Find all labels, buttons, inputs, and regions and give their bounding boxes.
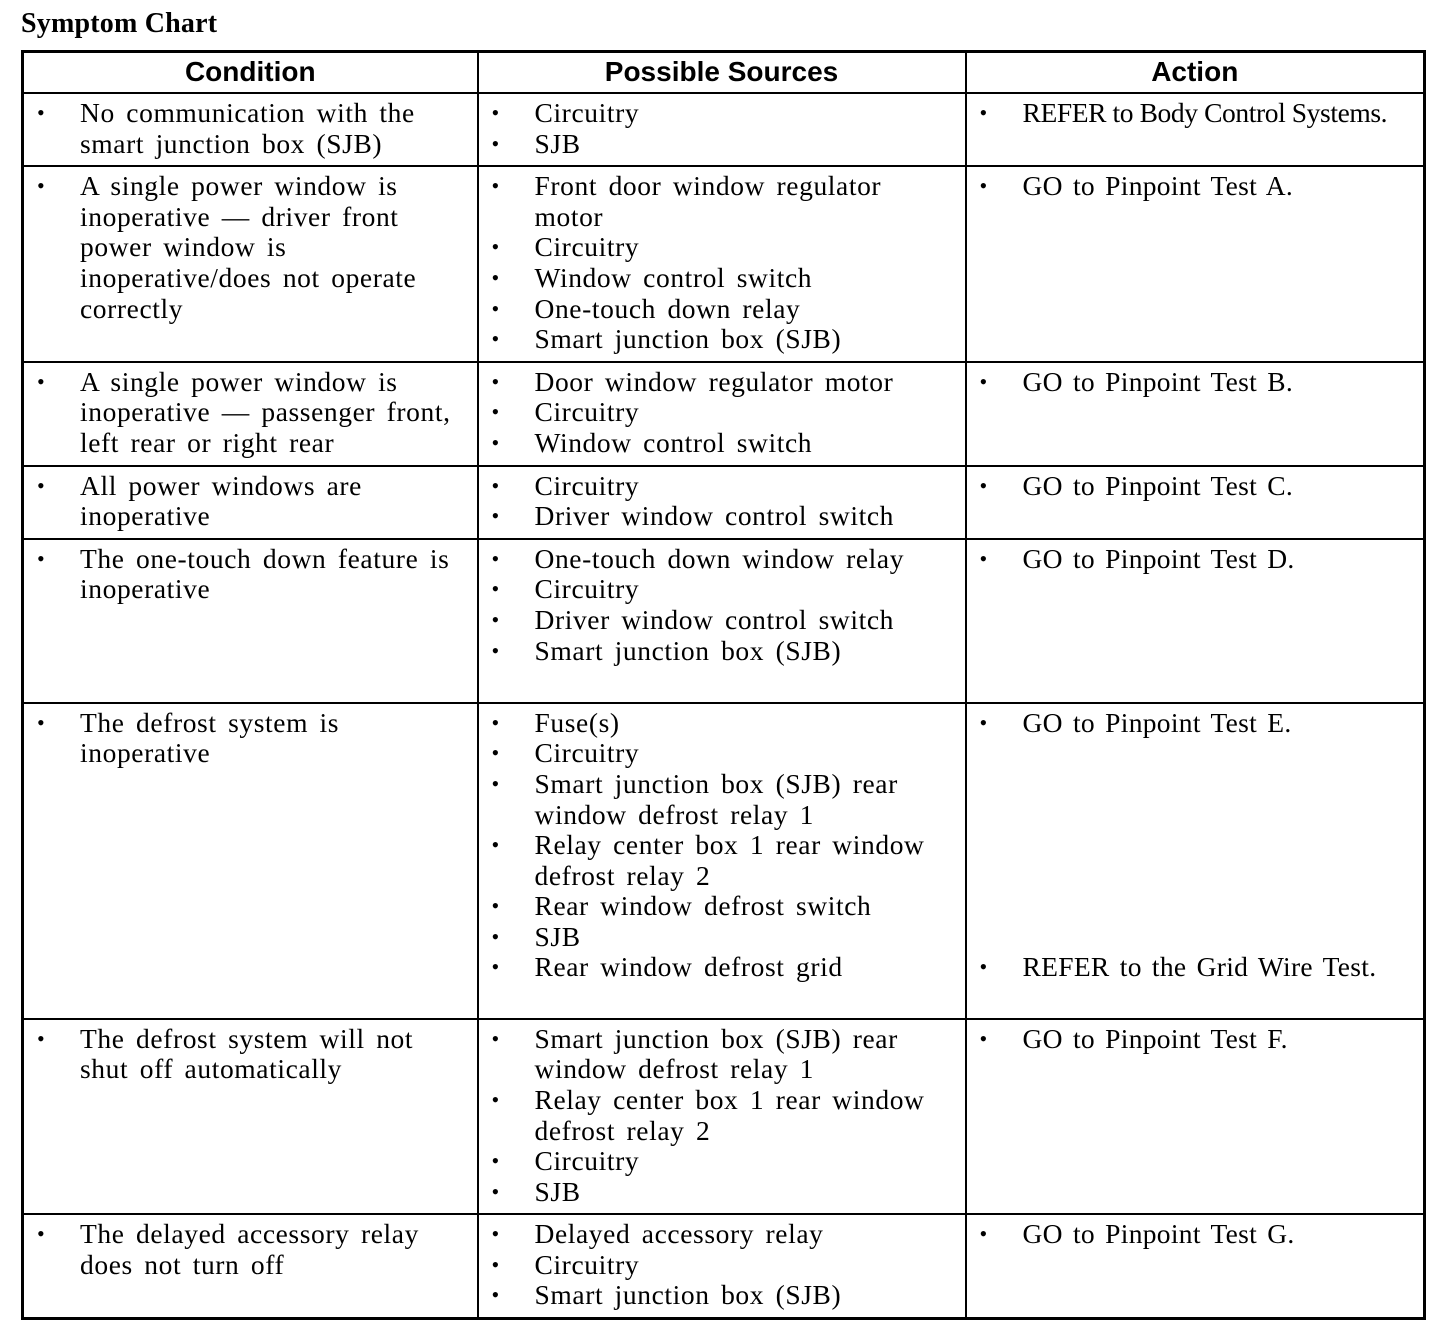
source-item: • Circuitry	[479, 397, 959, 428]
condition-text: • A single power window is inoperative — driver front power window is inoperative/does not operate correctly	[24, 171, 471, 324]
source-item: • Smart junction box (SJB)	[479, 324, 959, 355]
table-row	[23, 1019, 1425, 1215]
action-item: • GO to Pinpoint Test F.	[967, 1024, 1418, 1055]
table-row	[23, 166, 1425, 362]
condition-cell	[23, 703, 478, 1019]
source-item: • SJB	[479, 129, 959, 160]
symptom-chart-table	[21, 50, 1426, 1320]
sources-cell	[478, 166, 966, 362]
source-item: • SJB	[479, 922, 959, 953]
source-item: • Smart junction box (SJB)	[479, 1280, 959, 1311]
source-item: • One-touch down window relay	[479, 544, 959, 575]
source-item: • Smart junction box (SJB) rear window defrost relay 1	[479, 769, 959, 830]
action-header: Action	[966, 52, 1425, 94]
action-item: • GO to Pinpoint Test A.	[967, 171, 1418, 202]
source-item: • Driver window control switch	[479, 501, 959, 532]
action-item: • GO to Pinpoint Test G.	[967, 1219, 1418, 1250]
source-item: • Front door window regulator motor	[479, 171, 959, 232]
source-item: • Window control switch	[479, 428, 959, 459]
action-cell	[966, 93, 1425, 166]
source-item: • Smart junction box (SJB) rear window defrost relay 1	[479, 1024, 959, 1085]
sources-cell	[478, 1214, 966, 1318]
source-item: • Rear window defrost switch	[479, 891, 959, 922]
source-item: • Window control switch	[479, 263, 959, 294]
action-cell	[966, 466, 1425, 539]
action-item: • GO to Pinpoint Test D.	[967, 544, 1418, 575]
action-item: • GO to Pinpoint Test E.	[967, 708, 1418, 739]
sources-cell	[478, 362, 966, 466]
source-item: • One-touch down relay	[479, 294, 959, 325]
action-cell	[966, 1214, 1425, 1318]
action-spacer	[967, 738, 1418, 952]
source-item: • Circuitry	[479, 738, 959, 769]
action-item: • GO to Pinpoint Test B.	[967, 367, 1418, 398]
source-item: • Rear window defrost grid	[479, 952, 959, 983]
action-cell	[966, 362, 1425, 466]
condition-text: • A single power window is inoperative — passenger front, left rear or right rear	[24, 367, 471, 459]
action-cell	[966, 539, 1425, 703]
condition-text: • The delayed accessory relay does not turn off	[24, 1219, 471, 1280]
source-item: • Circuitry	[479, 1146, 959, 1177]
source-item: • Circuitry	[479, 1250, 959, 1281]
source-item: • Circuitry	[479, 471, 959, 502]
condition-text: • All power windows are inoperative	[24, 471, 471, 532]
condition-cell	[23, 93, 478, 166]
condition-text: • The defrost system will not shut off automatically	[24, 1024, 471, 1085]
condition-text: • No communication with the smart junction box (SJB)	[24, 98, 471, 159]
condition-cell	[23, 466, 478, 539]
source-item: • Circuitry	[479, 574, 959, 605]
source-item: • Smart junction box (SJB)	[479, 636, 959, 667]
action-item: • REFER to Body Control Systems.	[967, 98, 1418, 129]
condition-text: • The defrost system is inoperative	[24, 708, 471, 769]
sources-cell	[478, 1019, 966, 1215]
table-row	[23, 93, 1425, 166]
sources-cell	[478, 93, 966, 166]
table-row	[23, 703, 1425, 1019]
source-item: • Relay center box 1 rear window defrost relay 2	[479, 830, 959, 891]
source-item: • SJB	[479, 1177, 959, 1208]
table-header-row	[23, 52, 1425, 94]
source-item: • Driver window control switch	[479, 605, 959, 636]
table-row	[23, 466, 1425, 539]
sources-cell	[478, 703, 966, 1019]
source-item: • Relay center box 1 rear window defrost relay 2	[479, 1085, 959, 1146]
action-cell	[966, 1019, 1425, 1215]
condition-cell	[23, 539, 478, 703]
condition-cell	[23, 1019, 478, 1215]
condition-cell	[23, 166, 478, 362]
source-item: • Circuitry	[479, 232, 959, 263]
table-row	[23, 1214, 1425, 1318]
action-cell	[966, 166, 1425, 362]
source-item: • Circuitry	[479, 98, 959, 129]
action-item: • GO to Pinpoint Test C.	[967, 471, 1418, 502]
condition-cell	[23, 362, 478, 466]
source-item: • Delayed accessory relay	[479, 1219, 959, 1250]
action-cell	[966, 703, 1425, 1019]
table-row	[23, 362, 1425, 466]
possible-sources-header: Possible Sources	[478, 52, 966, 94]
condition-header: Condition	[23, 52, 478, 94]
action-item: • REFER to the Grid Wire Test.	[967, 952, 1418, 983]
condition-text: • The one-touch down feature is inoperative	[24, 544, 471, 605]
source-item: • Fuse(s)	[479, 708, 959, 739]
sources-cell	[478, 466, 966, 539]
sources-cell	[478, 539, 966, 703]
condition-cell	[23, 1214, 478, 1318]
table-row	[23, 539, 1425, 703]
page-title: Symptom Chart	[21, 8, 218, 39]
source-item: • Door window regulator motor	[479, 367, 959, 398]
